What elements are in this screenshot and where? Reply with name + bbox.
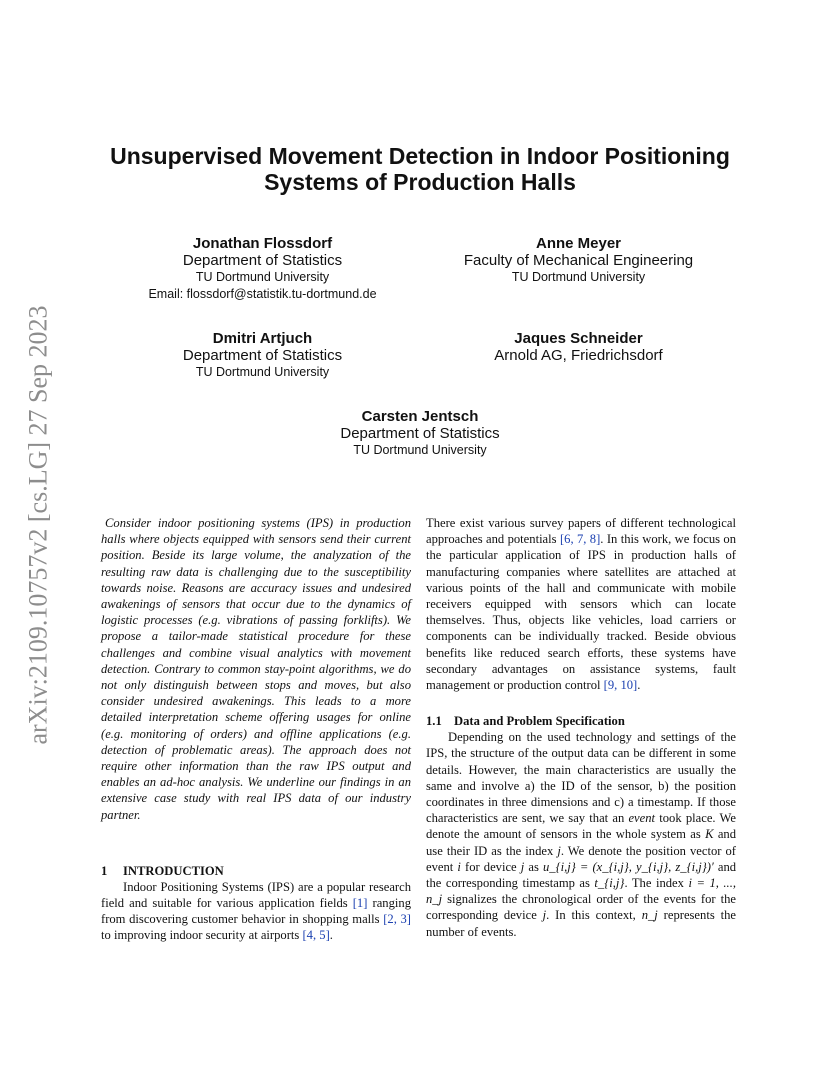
author-email: Email: flossdorf@statistik.tu-dortmund.de (148, 287, 377, 301)
citation-link[interactable]: [1] (352, 896, 368, 911)
left-column (101, 515, 411, 944)
arxiv-identifier-text: arXiv:2109.10757v2 [cs.LG] 27 Sep 2023 (24, 305, 53, 745)
author-university: TU Dortmund University (195, 270, 330, 284)
abstract: Consider indoor positioning systems (IPS) in production halls where objects equipped with sensors send their current position. Beside its large volume, the analyzation of the resulting raw data is challenging due to the susceptibility towards noise. Reasons are accuracy issues and undesired awakenings of sensors that occur due to the dynamics of logistic processes (e.g. vibrations of passing forklifts). We propose a tailor-made statistical procedure for these challenges and combine visual analytics with movement detection. Contrary to common stay-point algorithms, we do not only distinguish between stops and moves, but also consider undesired awakenings. This leads to a more detailed interpretation scheme offering usages for online (e.g. monitoring of orders) and offline applications (e.g. detection of problematic areas). The approach does not require other information than the raw IPS output and enables an ad-hoc analysis. We underline our findings in an extensive case study with real IPS data of our industry partner. (101, 516, 411, 822)
section-heading (101, 863, 411, 879)
subsection-number: 1.1 (426, 714, 442, 729)
author-block-3 (120, 330, 405, 381)
survey-paragraph: There exist various survey papers of different technological approaches and potentials [6, 7, 8]. In this work, we focus on the particular application of IPS in production halls of manufacturing companies where satellites are attached at various points of the hall and communicate with mobile receivers equipped with sensors which can locate themselves. Thus, objects like vehicles, load carriers or components can be individually tracked. Beside obvious benefits like reduced search efforts, these systems have secondary advantages on assistance systems, fault management or production control [9, 10]. (426, 516, 736, 693)
author-department: Arnold AG, Friedrichsdorf (494, 347, 663, 364)
author-block-5 (270, 408, 570, 459)
author-name: Dmitri Artjuch (212, 330, 313, 347)
arxiv-identifier (21, 290, 57, 760)
author-name: Jonathan Flossdorf (192, 235, 333, 252)
subsection-heading (426, 713, 736, 729)
author-block-4 (436, 330, 721, 364)
author-university: TU Dortmund University (353, 443, 487, 457)
author-university: TU Dortmund University (195, 365, 330, 379)
data-spec-paragraph: Depending on the used technology and settings of the IPS, the structure of the output data can be different in some details. However, the main characteristics are usually the same and involve a) the ID of the sensor, b) the position coordinates in three dimensions and c) a timestamp. If those characteristics are sent, we say that an event took place. We denote the amount of sensors in the whole system as K and use their ID as the index j. We denote the position vector of event i for device j as u_{i,j} = (x_{i,j}, y_{i,j}, z_{i,j})′ and the corresponding timestamp as t_{i,j}. The index i = 1, ..., n_j signalizes the chronological order of the events for the corresponding device j. In this context, n_j represents the number of events. (426, 730, 737, 939)
paper-title: Unsupervised Movement Detection in Indoor Positioning Systems of Production Halls (110, 143, 730, 195)
author-university: TU Dortmund University (511, 270, 646, 284)
author-block-1 (120, 235, 405, 303)
citation-link[interactable]: [4, 5] (302, 928, 330, 943)
author-name: Carsten Jentsch (361, 408, 479, 425)
author-department: Faculty of Mechanical Engineering (463, 252, 694, 269)
author-department: Department of Statistics (182, 347, 343, 364)
section-title: INTRODUCTION (123, 863, 224, 878)
author-name: Anne Meyer (535, 235, 622, 252)
subsection-title: Data and Problem Specification (454, 714, 625, 729)
author-block-2 (436, 235, 721, 286)
author-department: Department of Statistics (340, 425, 500, 442)
intro-paragraph: Indoor Positioning Systems (IPS) are a popular research field and suitable for various application fields [1] ranging from discovering customer behavior in shopping malls [2, 3] to improving indoor security at airports [4, 5]. (101, 879, 411, 943)
citation-link[interactable]: [9, 10] (603, 678, 638, 693)
author-department: Department of Statistics (182, 252, 343, 269)
author-name: Jaques Schneider (514, 330, 643, 347)
citation-link[interactable]: [2, 3] (383, 912, 411, 927)
citation-link[interactable]: [6, 7, 8] (559, 532, 601, 547)
right-column (426, 515, 736, 940)
section-number: 1 (101, 863, 108, 878)
